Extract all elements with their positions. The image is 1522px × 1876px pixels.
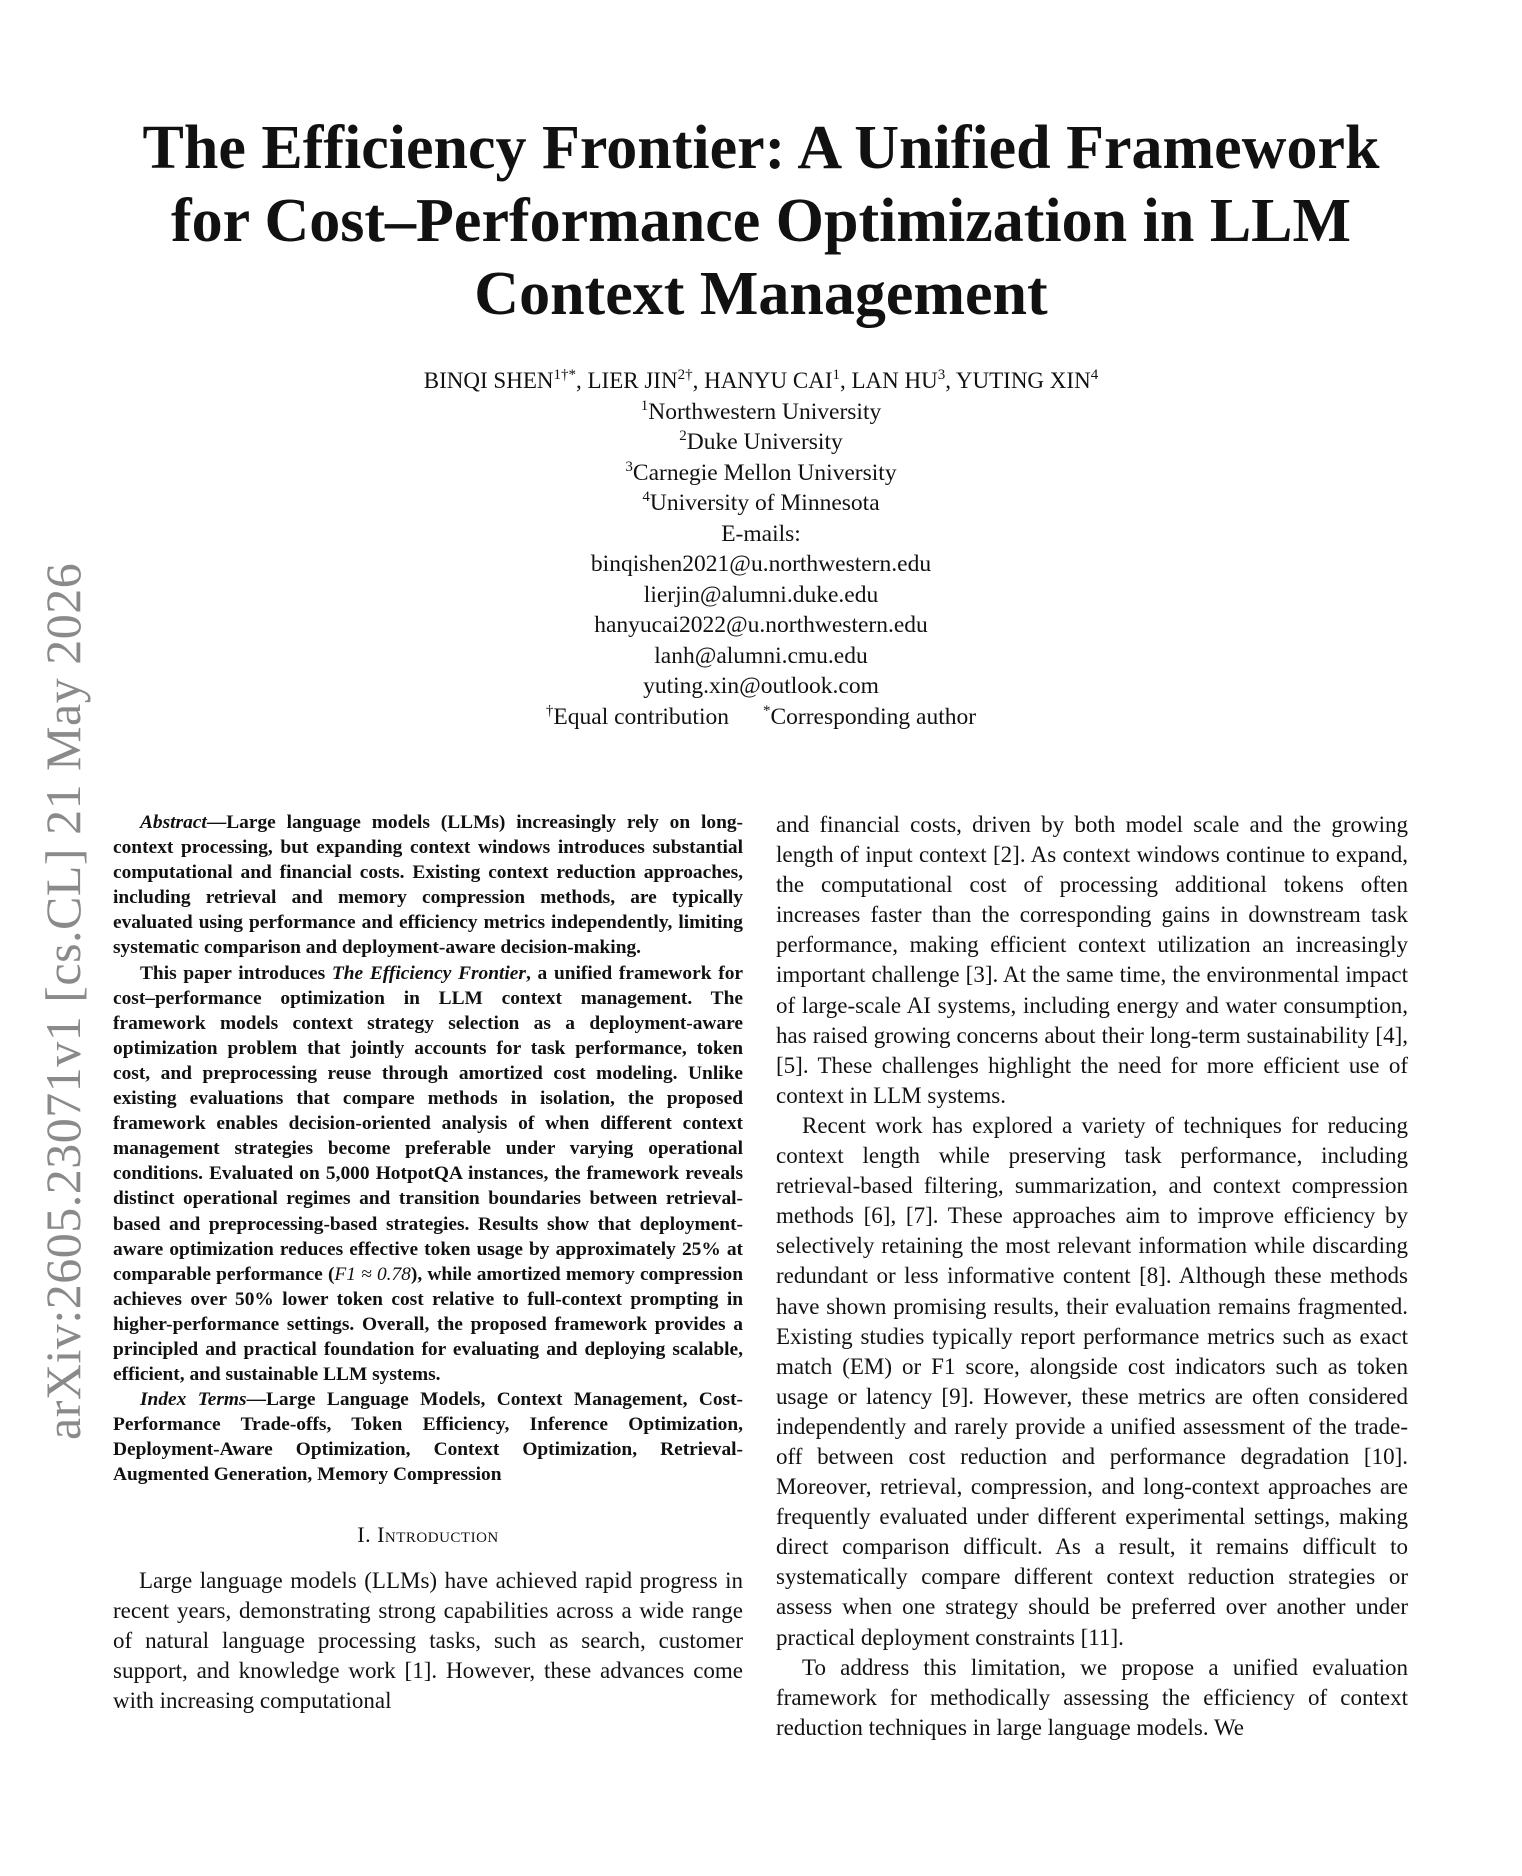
author-block [120, 366, 1402, 732]
section-heading-introduction: I. Introduction [357, 1521, 499, 1547]
contribution-footnote: †Equal contribution *Corresponding author [545, 702, 977, 730]
author-marker: 2† [677, 367, 693, 383]
arxiv-identifier: arXiv:2605.23071v1 [cs.CL] 21 May 2026 [35, 562, 91, 1440]
email-address: hanyucai2022@u.northwestern.edu [594, 612, 928, 638]
title-line-1: The Efficiency Frontier: A Unified Framework [142, 114, 1380, 182]
body-paragraph: To address this limitation, we propose a unified evaluation framework for methodically assessing the efficiency of context reduction techniques in large language models. We [776, 1654, 1408, 1740]
email-address: binqishen2021@u.northwestern.edu [590, 551, 932, 577]
affiliation: $^1$Northwestern University [640, 397, 882, 425]
index-terms-lead: Index Terms [140, 1389, 247, 1411]
email-address: yuting.xin@outlook.com [643, 673, 879, 699]
email-address: lanh@alumni.cmu.edu [654, 642, 868, 669]
emails-label: E-mails: [721, 520, 801, 547]
author-name: , LIER JIN [576, 368, 678, 393]
author-name: , YUTING XIN [945, 368, 1091, 393]
body-paragraph: Recent work has explored a variety of techniques for reducing context length while preserving task performance, including retrieval-based filtering, summarization, and context compression methods [6], [7]. These approaches aim to improve efficiency by selectively retaining the most relevant information while discarding redundant or less informative content [8]. Although these methods have shown promising results, their evaluation remains fragmented. Existing studies typically report performance metrics such as exact match (EM) or F1 score, alongside cost indicators such as token usage or latency [9]. However, these metrics are often considered independently and rarely provide a unified assessment of the trade-off between cost reduction and performance degradation [10]. Moreover, retrieval, compression, and long-context approaches are frequently evaluated under different experimental settings, making direct comparison difficult. As a result, it remains difficult to systematically compare different context reduction strategies or assess when one strategy should be preferred over another under practical deployment constraints [11]. [776, 1112, 1408, 1650]
email-address: lierjin@alumni.duke.edu [643, 581, 879, 608]
author-marker: 1 [832, 367, 840, 383]
author-names [120, 366, 1402, 397]
paper-title [120, 112, 1402, 331]
introduction-left [113, 1566, 743, 1717]
corresponding-author-note: Corresponding author [770, 703, 977, 730]
title-line-2: for Cost–Performance Optimization in LLM [170, 187, 1352, 255]
index-terms: Index Terms—Large Language Models, Context Management, Cost-Performance Trade-offs, Token Efficiency, Inference Optimization, Deployment-Aware Optimization, Context Optimization, Retrieval-Augmented Generation, Memory Compression [113, 1389, 743, 1486]
author-name: , HANYU CAI [692, 368, 833, 393]
abstract-paragraph: This paper introduces The Efficiency Frontier, a unified framework for cost–performance optimization in LLM context management. The framework models context strategy selection as a deployment-aware optimization problem that jointly accounts for task performance, token cost, and preprocessing reuse through amortized cost modeling. Unlike existing evaluations that compare methods in isolation, the proposed framework enables decision-oriented analysis of when different context management strategies become preferable under varying operational conditions. Evaluated on 5,000 HotpotQA instances, the framework reveals distinct operational regimes and transition boundaries between retrieval-based and preprocessing-based strategies. Results show that deployment-aware optimization reduces effective token usage by approximately 25% at comparable performance (F1 ≈ 0.78), while amortized memory compression achieves over 50% lower token cost relative to full-context prompting in higher-performance settings. Overall, the proposed framework provides a principled and practical foundation for evaluating and deploying scalable, efficient, and sustainable LLM systems. [113, 962, 744, 1386]
abstract [113, 810, 743, 1488]
abstract-paragraph: Abstract—Large language models (LLMs) increasingly rely on long-context processing, but expanding context windows introduces substantial computational and financial costs. Existing context reduction approaches, including retrieval and memory compression methods, are typically evaluated using performance and efficiency metrics independently, limiting systematic comparison and deployment-aware decision-making. [113, 812, 743, 959]
title-line-3: Context Management [474, 260, 1048, 328]
author-name: , LAN HU [840, 368, 938, 393]
author-marker: 4 [1090, 367, 1099, 383]
framework-name: The Efficiency Frontier [331, 962, 526, 984]
abstract-lead: Abstract [140, 812, 207, 833]
affiliation: $^4$University of Minnesota [642, 489, 880, 516]
inline-math: F1 ≈ 0.78 [334, 1263, 411, 1285]
left-column [113, 810, 743, 1717]
body-paragraph: and financial costs, driven by both model scale and the growing length of input context [2]. As context windows continue to expand, the computational cost of processing additional tokens often increases faster than the corresponding gains in downstream task performance, making efficient context utilization an increasingly important challenge [3]. At the same time, the environmental impact of large-scale AI systems, including energy and water consumption, has raised growing concerns about their long-term sustainability [4], [5]. These challenges highlight the need for more efficient use of context in LLM systems. [776, 812, 1408, 1108]
affiliation: $^3$Carnegie Mellon University [625, 458, 897, 486]
right-column [776, 810, 1408, 1743]
body-paragraph: Large language models (LLMs) have achieved rapid progress in recent years, demonstrating strong capabilities across a wide range of natural language processing tasks, such as search, customer support, and knowledge work [1]. However, these advances come with increasing computational [113, 1567, 743, 1714]
affiliation: $^2$Duke University [679, 428, 843, 455]
author-marker: 1†* [553, 367, 576, 383]
author-name: BINQI SHEN [423, 368, 554, 393]
author-marker: 3 [937, 367, 946, 383]
equal-contribution-note: Equal contribution [553, 703, 729, 730]
